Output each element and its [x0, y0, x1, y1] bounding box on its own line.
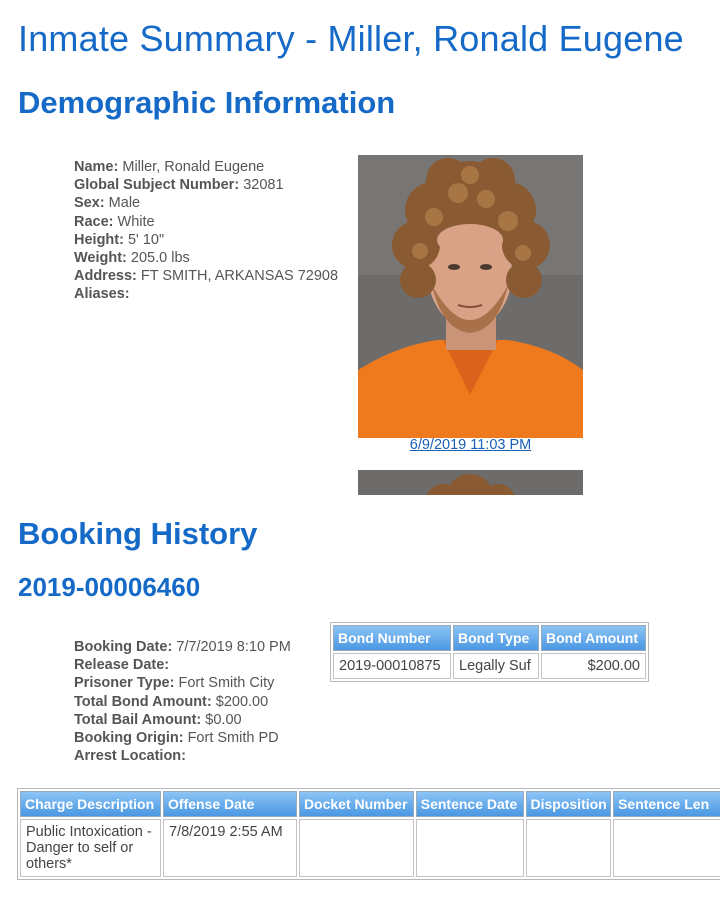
bond-number-cell: 2019-00010875: [333, 653, 451, 679]
bond-table: [330, 622, 649, 682]
fact-aliases: Aliases:: [74, 286, 130, 303]
page-title: Inmate Summary - Miller, Ronald Eugene: [18, 18, 684, 59]
fact-global-subject-number: Global Subject Number: 32081: [74, 177, 284, 194]
fact-arrest-location: Arrest Location:: [74, 748, 186, 765]
charge-table: [17, 788, 720, 880]
charge-header-description[interactable]: Charge Description: [20, 791, 161, 817]
sentence-date-cell: [416, 819, 524, 877]
fact-prisoner-type: Prisoner Type: Fort Smith City: [74, 675, 275, 692]
fact-booking-origin: Booking Origin: Fort Smith PD: [74, 730, 279, 747]
charge-header-offense-date[interactable]: Offense Date: [163, 791, 297, 817]
fact-release-date: Release Date:: [74, 657, 170, 674]
fact-name: Name: Miller, Ronald Eugene: [74, 159, 265, 175]
sentence-length-cell: [613, 819, 720, 877]
fact-sex: Sex: Male: [74, 195, 141, 212]
demographic-heading: Demographic Information: [18, 85, 396, 120]
mugshot-illustration: [358, 155, 583, 438]
fact-height: Height: 5' 10": [74, 231, 165, 248]
fact-booking-date: Booking Date: 7/7/2019 8:10 PM: [74, 639, 291, 655]
demographic-facts: [74, 158, 338, 304]
booking-history-heading: Booking History: [18, 516, 258, 551]
fact-total-bond-amount: Total Bond Amount: $200.00: [74, 693, 269, 710]
bond-header-amount[interactable]: Bond Amount: [541, 625, 646, 651]
mugshot-photo[interactable]: [358, 155, 583, 438]
photo-date-link[interactable]: 6/9/2019 11:03 PM: [409, 437, 532, 453]
offense-date-cell: 7/8/2019 2:55 AM: [163, 819, 297, 877]
charge-header-disposition[interactable]: Disposition: [526, 791, 612, 817]
bond-header-type[interactable]: Bond Type: [453, 625, 539, 651]
charge-description-cell: Public Intoxication - Danger to self or others*: [20, 819, 161, 877]
mugshot-photo-secondary[interactable]: [358, 470, 583, 495]
table-row: [333, 653, 646, 679]
booking-number: 2019-00006460: [18, 572, 201, 602]
charge-header-sentence-length[interactable]: Sentence Len: [613, 791, 720, 817]
docket-number-cell: [299, 819, 414, 877]
mugshot-secondary-illustration: [358, 470, 583, 495]
disposition-cell: [526, 819, 612, 877]
bond-header-number[interactable]: Bond Number: [333, 625, 451, 651]
charge-table-header-row: [20, 791, 720, 817]
table-row: [20, 819, 720, 877]
bond-table-header-row: [333, 625, 646, 651]
fact-weight: Weight: 205.0 lbs: [74, 250, 190, 267]
bond-amount-cell: $200.00: [541, 653, 646, 679]
fact-race: Race: White: [74, 213, 155, 230]
charge-header-sentence-date[interactable]: Sentence Date: [416, 791, 524, 817]
booking-facts: [74, 638, 291, 765]
bond-type-cell: Legally Suf: [453, 653, 539, 679]
fact-address: Address: FT SMITH, ARKANSAS 72908: [74, 268, 339, 285]
fact-total-bail-amount: Total Bail Amount: $0.00: [74, 711, 242, 728]
charge-header-docket-number[interactable]: Docket Number: [299, 791, 414, 817]
